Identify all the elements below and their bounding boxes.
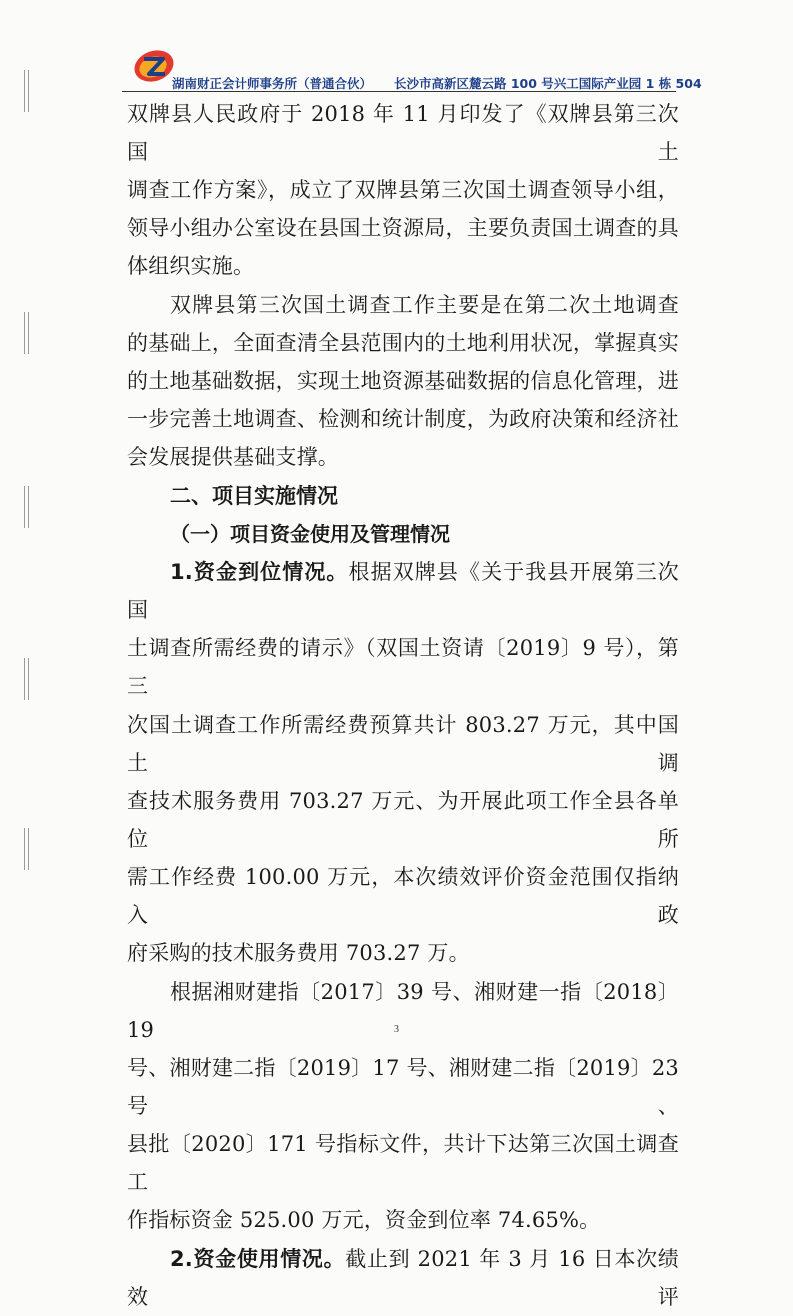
section-heading: 二、项目实施情况 [170, 483, 338, 508]
text-line: 双牌县第三次国土调查工作主要是在第二次土地调查 [170, 292, 679, 317]
header-divider [122, 91, 676, 92]
text-line: 需工作经费 100.00 万元，本次绩效评价资金范围仅指纳入政 [127, 864, 679, 927]
text-line: 一步完善土地调查、检测和统计制度，为政府决策和经济社 [127, 407, 679, 432]
binding-mark [24, 486, 29, 528]
text-line: 作指标资金 525.00 万元，资金到位率 74.65%。 [127, 1208, 601, 1233]
text-line: 根据湘财建指〔2017〕39 号、湘财建一指〔2018〕19 [127, 979, 679, 1042]
text-line: 双牌县人民政府于 2018 年 11 月印发了《双牌县第三次国土 [127, 102, 679, 165]
letterhead [132, 44, 702, 92]
text-line: 体组织实施。 [127, 254, 255, 279]
text-line: 号、湘财建二指〔2019〕17 号、湘财建二指〔2019〕23 号、 [127, 1055, 679, 1118]
binding-mark [24, 658, 29, 700]
binding-marks [0, 0, 40, 1122]
text-line: 次国土调查工作所需经费预算共计 803.27 万元，其中国土调 [127, 712, 679, 775]
binding-mark [24, 70, 29, 112]
text-line: 的基础上，全面查清全县范围内的土地利用状况，掌握真实 [127, 331, 679, 356]
text-line: 的土地基础数据，实现土地资源基础数据的信息化管理，进 [127, 369, 679, 394]
binding-mark [24, 312, 29, 354]
text-line: 领导小组办公室设在县国土资源局，主要负责国土调查的具 [127, 216, 679, 241]
document-body [127, 95, 679, 1316]
page-number: 3 [394, 1024, 399, 1035]
text-line: 会发展提供基础支撑。 [127, 445, 339, 470]
paragraph-objective [127, 286, 679, 476]
binding-mark [24, 828, 29, 870]
text-line: 府采购的技术服务费用 703.27 万。 [127, 941, 470, 966]
text-line: 县批〔2020〕171 号指标文件，共计下达第三次国土调查工 [127, 1132, 679, 1195]
paragraph-funding [127, 553, 679, 972]
text-line: 查技术服务费用 703.27 万元、为开展此项工作全县各单位所 [127, 788, 679, 851]
text-line: 截止到 2021 年 3 月 16 日本次绩效评 [127, 1246, 680, 1309]
inline-heading: 1.资金到位情况。 [170, 560, 349, 585]
firm-address: 长沙市高新区麓云路 100 号兴工国际产业园 1 栋 504 [394, 76, 702, 91]
text-line: 土调查所需经费的请示》（双国土资请〔2019〕9 号），第三 [127, 636, 679, 699]
paragraph-usage [127, 1240, 679, 1316]
subsection-heading: （一）项目资金使用及管理情况 [170, 522, 450, 547]
firm-name: 湖南财正会计师事务所（普通合伙） [172, 76, 373, 91]
firm-logo-icon [132, 44, 176, 88]
text-line: 根据双牌县《关于我县开展第三次国 [127, 560, 680, 623]
text-line: 调查工作方案》，成立了双牌县第三次国土调查领导小组， [127, 178, 679, 203]
paragraph-allocation [127, 973, 679, 1240]
inline-heading: 2.资金使用情况。 [170, 1246, 346, 1271]
paragraph-plan [127, 95, 679, 285]
